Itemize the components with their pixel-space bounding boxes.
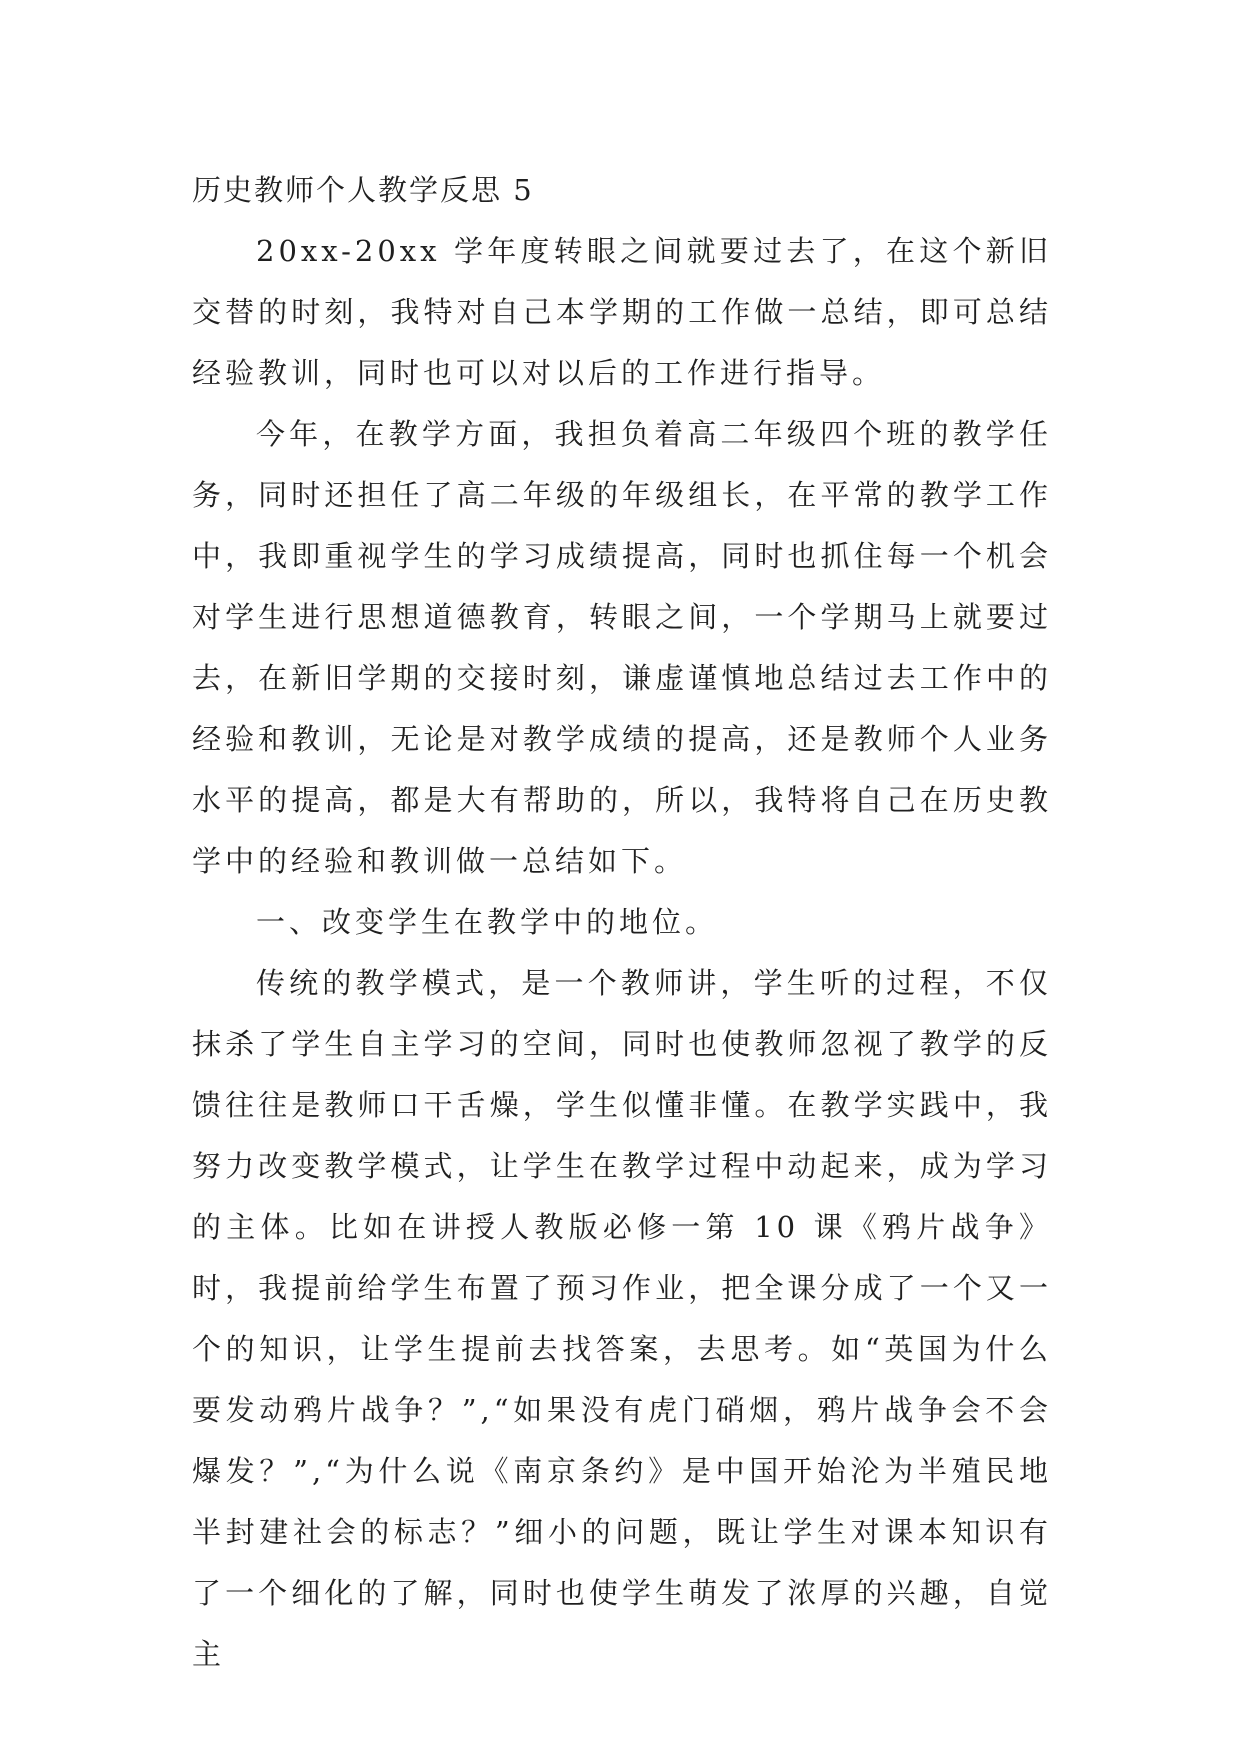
section-heading: 一、改变学生在教学中的地位。	[256, 905, 719, 939]
intro-paragraph: 20xx-20xx 学年度转眼之间就要过去了，在这个新旧交替的时刻，我特对自己本学期的工作做一总结，即可总结经验教训，同时也可以对以后的工作进行指导。	[192, 234, 1052, 390]
document-title: 历史教师个人教学反思 5	[192, 173, 534, 207]
document-body	[192, 160, 1052, 1685]
overview-paragraph: 今年，在教学方面，我担负着高二年级四个班的教学任务，同时还担任了高二年级的年级组长，在平常的教学工作中，我即重视学生的学习成绩提高，同时也抓住每一个机会对学生进行思想道德教育，转眼之间，一个学期马上就要过去，在新旧学期的交接时刻，谦虚谨慎地总结过去工作中的经验和教训，无论是对教学成绩的提高，还是教师个人业务水平的提高，都是大有帮助的，所以，我特将自己在历史教学中的经验和教训做一总结如下。	[192, 417, 1052, 878]
section-paragraph: 传统的教学模式，是一个教师讲，学生听的过程，不仅抹杀了学生自主学习的空间，同时也使教师忽视了教学的反馈往往是教师口干舌燥，学生似懂非懂。在教学实践中，我努力改变教学模式，让学生在教学过程中动起来，成为学习的主体。比如在讲授人教版必修一第 10 课《鸦片战争》时，我提前给学生布置了预习作业，把全课分成了一个又一个的知识，让学生提前去找答案，去思考。如“英国为什么要发动鸦片战争？”,“如果没有虎门硝烟，鸦片战争会不会爆发？”,“为什么说《南京条约》是中国开始沦为半殖民地半封建社会的标志？”细小的问题，既让学生对课本知识有了一个细化的了解，同时也使学生萌发了浓厚的兴趣，自觉主	[192, 966, 1052, 1671]
